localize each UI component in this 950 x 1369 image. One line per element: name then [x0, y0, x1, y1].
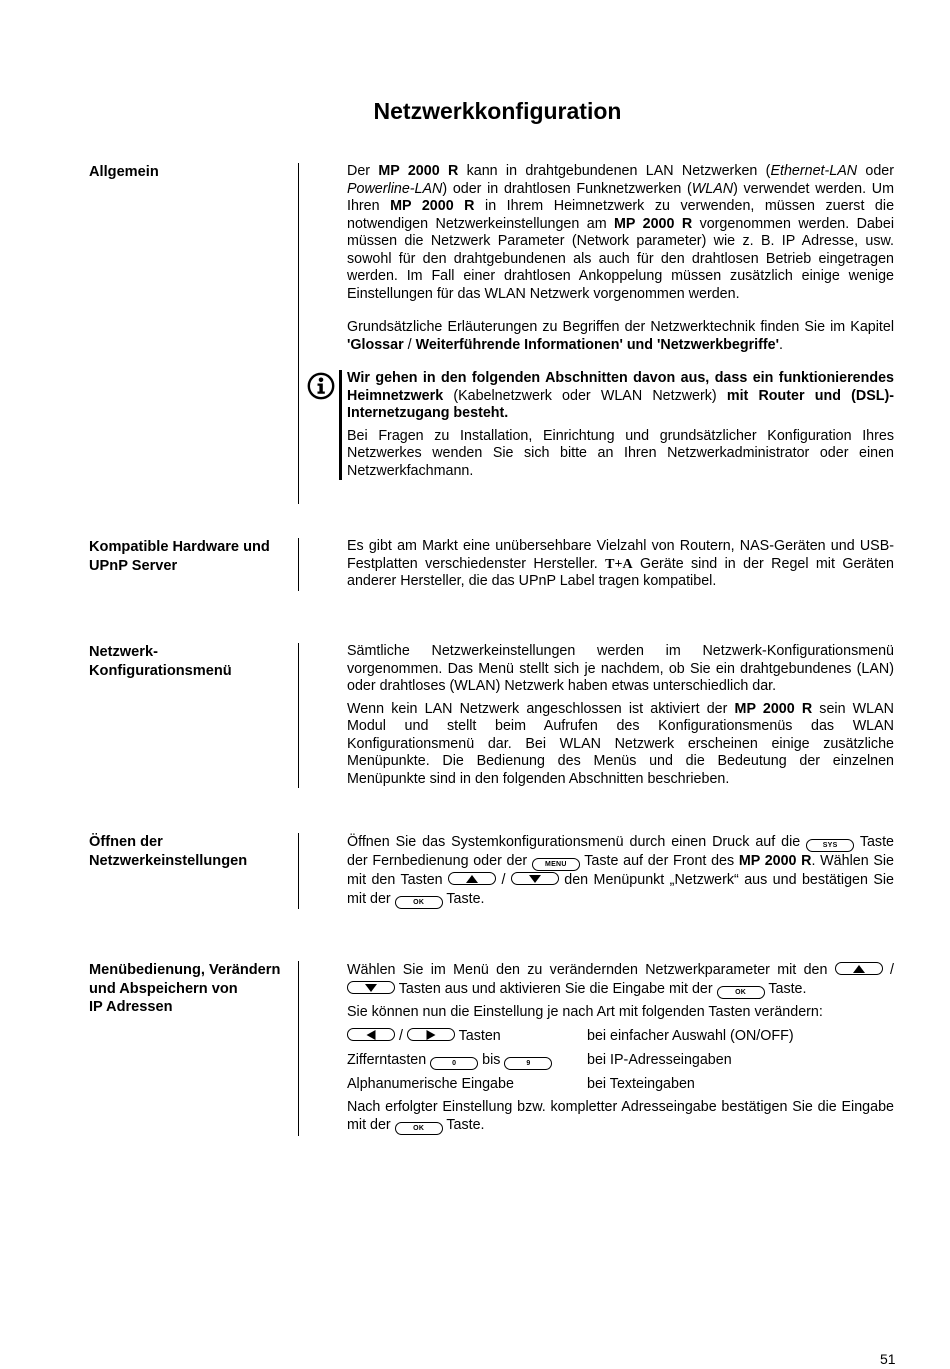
heading-line: IP Adressen	[89, 999, 173, 1015]
key-table-row	[347, 1051, 894, 1070]
heading-line: UPnP Server	[89, 557, 178, 574]
section-divider	[298, 961, 299, 1136]
key-ok-icon: OK	[717, 986, 765, 999]
key-cell: Zifferntasten 0 bis 9	[347, 1051, 587, 1070]
key-down-icon	[347, 981, 395, 994]
key-table	[347, 1027, 894, 1094]
paragraph: Nach erfolgter Einstellung bzw. kompletter Adresseingabe bestätigen Sie die Eingabe mit der OK Taste.	[347, 1099, 894, 1133]
section-heading	[89, 163, 294, 182]
section-body	[347, 163, 894, 480]
key-table-row	[347, 1075, 894, 1094]
heading-line: Netzwerk-	[89, 644, 158, 660]
section-body	[347, 833, 894, 909]
section-heading	[89, 643, 294, 680]
usage-cell: bei IP-Adresseingaben	[587, 1052, 732, 1068]
paragraph: Öffnen Sie das Systemkonfigurationsmenü durch einen Druck auf die SYS Taste der Fernbedienung oder der MENU Taste auf der Front des MP 2000 R. Wählen Sie mit den Tasten / den Menüpunkt „Netzwerk“ aus und bestätigen Sie mit der OK Taste.	[347, 834, 894, 907]
info-paragraph: Bei Fragen zu Installation, Einrichtung und grundsätzlicher Konfiguration Ihres Netzwerkes wenden Sie sich bitte an Ihren Netzwerkadministrator oder einen Netzwerkfachmann.	[347, 427, 894, 479]
section-body	[347, 538, 894, 591]
text-run: Ethernet-LAN	[770, 163, 858, 179]
text-run: Powerline-LAN	[347, 180, 443, 197]
info-bar	[339, 370, 342, 480]
section-divider	[298, 643, 299, 788]
key-down-icon	[511, 872, 559, 885]
section-body	[347, 643, 894, 788]
paragraph: Der MP 2000 R kann in drahtgebundenen LAN Netzwerken (Ethernet-LAN oder Powerline-LAN) oder in drahtlosen Funknetzwerken (WLAN) verwendet werden. Um Ihren MP 2000 R in Ihrem Heimnetzwerk zu verwenden, müssen zuerst die notwendigen Netzwerkeinstellungen am MP 2000 R vorgenommen werden. Dabei müssen die Netzwerk Parameter (Network parameter) wie z. B. IP Adresse, usw. sowohl für den drahtgebundenen als auch für den drahtlosen Betrieb eingetragen werden. Im Fall einer drahtlosen Ankoppelung müssen zusätzlich einige wenige Einstellungen für das WLAN Netzwerk vorgenommen werden.	[347, 163, 895, 302]
paragraph: Sämtliche Netzwerkeinstellungen werden im Netzwerk-Konfigurationsmenü vorgenommen. Das Menü stellt sich je nachdem, ob Sie ein drahtgebundenes (LAN) oder drahtloses (WLAN) Netzwerk haben etwas unterschiedlich dar.	[347, 643, 894, 694]
text-run: mit Router und (DSL)-Internetzugang besteht.	[347, 387, 894, 421]
section-divider	[298, 538, 299, 591]
key-sys-icon: SYS	[806, 839, 854, 852]
heading-line: Netzwerkeinstellungen	[89, 852, 248, 869]
section-body	[347, 961, 894, 1135]
section-heading	[89, 538, 294, 575]
paragraph: Sie können nun die Einstellung je nach Art mit folgenden Tasten verändern:	[347, 1004, 823, 1020]
key-ok-icon: OK	[395, 1122, 443, 1135]
heading-line: Kompatible Hardware und	[89, 539, 270, 555]
section-divider	[298, 163, 299, 504]
text-run: MP 2000 R	[378, 163, 459, 179]
info-paragraph: Wir gehen in den folgenden Abschnitten davon aus, dass ein funktionierendes Heimnetzwerk (Kabelnetzwerk oder WLAN Netzwerk) mit Router und (DSL)-Internetzugang besteht.	[347, 370, 894, 421]
text-run: MP 2000 R	[738, 853, 812, 869]
heading-line: Öffnen der	[89, 834, 163, 850]
heading-line: Allgemein	[89, 164, 159, 180]
text-run: WLAN	[691, 180, 734, 197]
paragraph: Wählen Sie im Menü den zu verändernden Netzwerkparameter mit den / Tasten aus und aktivieren Sie die Eingabe mit der OK Taste.	[347, 962, 894, 997]
key-cell: Alphanumerische Eingabe	[347, 1076, 514, 1092]
text-run: MP 2000 R	[734, 700, 813, 717]
heading-line: Konfigurationsmenü	[89, 662, 232, 679]
key-ok-icon: OK	[395, 896, 443, 909]
key-up-icon	[835, 962, 883, 975]
text-run: MP 2000 R	[614, 215, 693, 232]
brand-logo: T+A	[605, 556, 633, 572]
key-0-icon: 0	[430, 1057, 478, 1070]
key-9-icon: 9	[504, 1057, 552, 1070]
page-title: Netzwerkkonfiguration	[373, 98, 622, 124]
section-divider	[298, 833, 299, 909]
paragraph: Wenn kein LAN Netzwerk angeschlossen ist aktiviert der MP 2000 R sein WLAN Modul und stellt beim Aufrufen des Konfigurationsmenüs das WLAN Konfigurationsmenü dar. Bei WLAN Netzwerk erscheinen einige zusätzliche Menüpunkte. Die Bedienung des Menüs und die Bedeutung der einzelnen Menüpunkte sind in den folgenden Abschnitten beschrieben.	[347, 700, 894, 787]
heading-line: und Abspeichern von	[89, 980, 238, 997]
key-right-icon	[407, 1028, 455, 1041]
key-left-icon	[347, 1028, 395, 1041]
section-heading	[89, 961, 294, 1017]
info-box	[347, 370, 894, 480]
text-run: Wir gehen in den folgenden Abschnitten davon aus, dass ein funktionierendes Heimnetzwerk	[347, 370, 894, 404]
usage-cell: bei einfacher Auswahl (ON/OFF)	[587, 1028, 794, 1044]
section-heading	[89, 833, 294, 870]
key-up-icon	[448, 872, 496, 885]
text-run: Weiterführende Informationen' und 'Netzwerkbegriffe'	[415, 336, 779, 353]
info-icon	[307, 372, 335, 400]
usage-cell: bei Texteingaben	[587, 1076, 695, 1092]
key-cell: / Tasten	[347, 1027, 587, 1046]
text-run: 'Glossar	[347, 336, 404, 353]
page-number: 51	[880, 1351, 896, 1367]
paragraph: Grundsätzliche Erläuterungen zu Begriffen der Netzwerktechnik finden Sie im Kapitel 'Glossar / Weiterführende Informationen' und 'Netzwerkbegriffe'.	[347, 319, 894, 353]
key-menu-icon: MENU	[532, 858, 580, 871]
paragraph: Es gibt am Markt eine unübersehbare Vielzahl von Routern, NAS-Geräten und USB-Festplatten verschiedenster Hersteller. T+A Geräte sind in der Regel mit Geräten anderer Hersteller, die das UPnP Label tragen kompatibel.	[347, 538, 894, 589]
heading-line: Menübedienung, Verändern	[89, 962, 281, 978]
key-table-row	[347, 1027, 894, 1046]
text-run: MP 2000 R	[390, 198, 475, 214]
